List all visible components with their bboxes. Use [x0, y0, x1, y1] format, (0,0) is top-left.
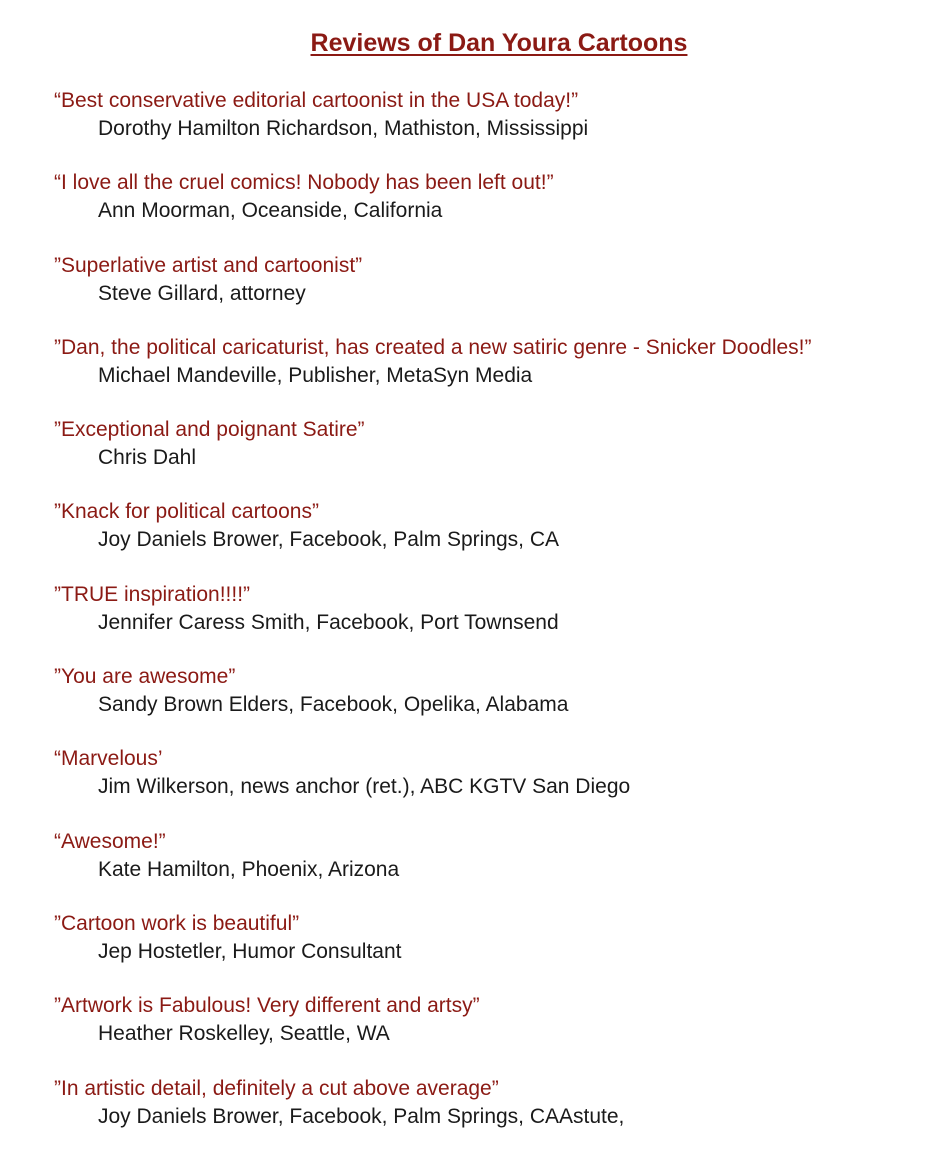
review-quote: ”Dan, the political caricaturist, has created a new satiric genre - Snicker Doodles!”	[54, 335, 812, 359]
review-quote: ”Artwork is Fabulous! Very different and artsy”	[54, 994, 480, 1018]
review-item	[54, 251, 934, 333]
review-quote: “Awesome!”	[54, 829, 166, 853]
review-quote: “Best conservative editorial cartoonist in the USA today!”	[54, 89, 579, 112]
review-item	[54, 744, 934, 826]
review-attribution: Heather Roskelley, Seattle, WA	[98, 1022, 390, 1046]
review-attribution: Michael Mandeville, Publisher, MetaSyn Media	[98, 363, 533, 387]
review-item	[54, 662, 934, 744]
review-attribution: Jennifer Caress Smith, Facebook, Port Townsend	[98, 610, 559, 634]
review-item	[54, 991, 934, 1073]
review-attribution: Chris Dahl	[98, 446, 197, 470]
review-item	[54, 333, 934, 415]
review-attribution: Jep Hostetler, Humor Consultant	[98, 939, 402, 963]
review-item	[54, 497, 934, 579]
review-item	[54, 1074, 934, 1156]
review-quote: “I love all the cruel comics! Nobody has been left out!”	[54, 171, 554, 195]
review-quote: ”Cartoon work is beautiful”	[54, 911, 300, 935]
review-attribution: Kate Hamilton, Phoenix, Arizona	[98, 857, 400, 881]
review-attribution: Dorothy Hamilton Richardson, Mathiston, Mississippi	[98, 117, 589, 140]
review-quote: ”In artistic detail, definitely a cut above average”	[54, 1076, 499, 1100]
page-title: Reviews of Dan Youra Cartoons	[310, 29, 688, 57]
review-attribution: Ann Moorman, Oceanside, California	[98, 199, 443, 223]
review-attribution: Jim Wilkerson, news anchor (ret.), ABC KGTV San Diego	[98, 775, 631, 799]
review-quote: ”Superlative artist and cartoonist”	[54, 253, 363, 277]
review-attribution: Joy Daniels Brower, Facebook, Palm Springs, CA	[98, 528, 560, 552]
review-quote: ”Knack for political cartoons”	[54, 500, 319, 524]
review-item	[54, 86, 934, 168]
review-quote: ”TRUE inspiration!!!!”	[54, 582, 251, 606]
review-quote: ”You are awesome”	[54, 665, 236, 689]
review-item	[54, 415, 934, 497]
review-attribution: Joy Daniels Brower, Facebook, Palm Springs, CAAstute,	[98, 1104, 625, 1128]
review-item	[54, 168, 934, 250]
review-item	[54, 580, 934, 662]
review-attribution: Sandy Brown Elders, Facebook, Opelika, Alabama	[98, 693, 569, 717]
reviews-list	[54, 86, 934, 1156]
review-item	[54, 909, 934, 991]
review-quote: “Marvelous’	[54, 747, 163, 771]
review-attribution: Steve Gillard, attorney	[98, 281, 306, 305]
review-quote: ”Exceptional and poignant Satire”	[54, 418, 365, 442]
review-item	[54, 827, 934, 909]
